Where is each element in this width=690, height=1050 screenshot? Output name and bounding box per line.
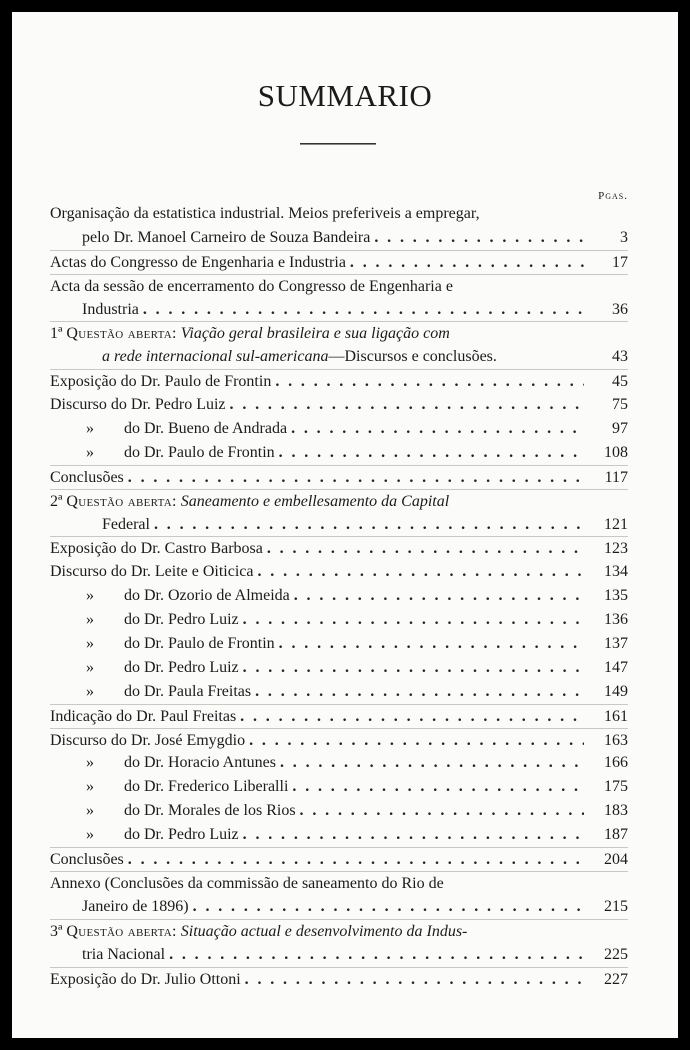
entry-text: » do Dr. Paula Freitas <box>86 680 251 704</box>
toc-entry <box>50 632 628 656</box>
page-number: 36 <box>612 300 628 318</box>
page-number: 204 <box>604 851 628 869</box>
toc-entry <box>50 369 628 393</box>
entry-text: » do Dr. Morales de los Rios <box>86 799 296 823</box>
page-number: 137 <box>604 635 628 653</box>
page-number: 43 <box>612 348 628 366</box>
toc-entry <box>50 728 628 752</box>
entry-text: » do Dr. Ozorio de Almeida <box>86 584 290 608</box>
entry-text: Industria <box>82 300 139 318</box>
question-title: tria Nacional <box>82 945 166 963</box>
question-number: 2ª <box>50 492 63 510</box>
dot-leader <box>263 537 584 561</box>
question-title: Saneamento e embellesamento da Capital <box>180 492 450 510</box>
toc-entry <box>50 298 628 322</box>
entry-text <box>102 345 497 369</box>
toc-entry <box>50 608 628 632</box>
page-number: 75 <box>612 396 628 414</box>
dot-leader <box>239 608 584 632</box>
dot-leader <box>290 584 584 608</box>
entry-text: Annexo (Conclusões da commissão de saneamento do Rio de <box>50 874 444 892</box>
page-number: 161 <box>604 707 628 725</box>
page-number: 175 <box>604 778 628 796</box>
question-subtitle: —Discursos e conclusões. <box>328 348 497 366</box>
toc-entry <box>50 847 628 871</box>
dot-leader <box>287 417 584 441</box>
page-number: 3 <box>620 228 628 246</box>
entry-text: » do Dr. Pedro Luiz <box>86 608 239 632</box>
toc-entry <box>50 799 628 823</box>
ditto-mark: » <box>86 611 94 629</box>
entry-text: Discurso do Dr. Pedro Luiz <box>50 396 226 414</box>
entry-text: » do Dr. Frederico Liberalli <box>86 775 288 799</box>
page-number: 134 <box>604 563 628 581</box>
toc-entry <box>50 226 628 250</box>
toc-entry <box>50 775 628 799</box>
toc-entry <box>50 465 628 489</box>
page-number: 227 <box>604 970 628 988</box>
page-number: 121 <box>604 515 628 533</box>
dot-leader <box>241 968 584 992</box>
entry-text: Actas do Congresso de Engenharia e Industria <box>50 253 346 271</box>
entry-text: » do Dr. Pedro Luiz <box>86 823 239 847</box>
page-number: 149 <box>604 682 628 700</box>
toc-entry <box>50 441 628 465</box>
dot-leader <box>189 895 584 919</box>
dot-leader <box>271 370 584 394</box>
entry-text: Discurso do Dr. Leite e Oiticica <box>50 563 254 581</box>
toc-entry <box>50 321 628 345</box>
dot-leader <box>251 680 584 704</box>
entry-text: » do Dr. Horacio Antunes <box>86 751 276 775</box>
toc-entry <box>50 489 628 513</box>
question-title: Federal <box>102 515 150 533</box>
dot-leader <box>124 848 584 872</box>
ditto-mark: » <box>86 420 94 438</box>
dot-leader <box>288 775 584 799</box>
dot-leader <box>236 705 584 729</box>
page-number: 147 <box>604 658 628 676</box>
ditto-mark: » <box>86 826 94 844</box>
question-label: Questão aberta: <box>66 492 177 510</box>
ditto-mark: » <box>86 754 94 772</box>
title-divider <box>300 143 376 145</box>
dot-leader <box>239 656 584 680</box>
entry-text: » do Dr. Paulo de Frontin <box>86 632 275 656</box>
entry-text: » do Dr. Paulo de Frontin <box>86 441 275 465</box>
entry-text: » do Dr. Bueno de Andrada <box>86 417 287 441</box>
toc-entry <box>50 919 628 943</box>
dot-leader <box>245 729 584 753</box>
question-label: Questão aberta: <box>66 922 177 940</box>
question-title: a rede internacional sul-americana <box>102 348 329 366</box>
entry-text: Indicação do Dr. Paul Freitas <box>50 707 237 725</box>
entry-text <box>50 322 450 346</box>
page-number: 163 <box>604 731 628 749</box>
dot-leader <box>275 632 584 656</box>
entry-text: Exposição do Dr. Paulo de Frontin <box>50 373 272 391</box>
page-number: 215 <box>604 897 628 915</box>
entry-text: Conclusões <box>50 468 124 486</box>
page-title: SUMMARIO <box>257 78 433 113</box>
entry-text <box>50 490 449 514</box>
page-number: 135 <box>604 587 628 605</box>
toc-entry <box>50 536 628 560</box>
pages-column-label: Pgas. <box>598 190 628 202</box>
page-number: 187 <box>604 826 628 844</box>
ditto-mark: » <box>86 443 94 461</box>
page-number: 97 <box>612 420 628 438</box>
ditto-mark: » <box>86 635 94 653</box>
toc-entry <box>50 345 628 369</box>
toc-entry <box>50 560 628 584</box>
toc-entry <box>50 967 628 991</box>
toc-entry <box>50 823 628 847</box>
page-number: 17 <box>612 253 628 271</box>
toc-entry <box>50 656 628 680</box>
entry-text: Exposição do Dr. Julio Ottoni <box>50 970 241 988</box>
page-number: 117 <box>604 468 628 486</box>
question-label: Questão aberta: <box>66 325 177 343</box>
toc-entry <box>50 895 628 919</box>
dot-leader <box>346 251 584 275</box>
question-title: Situação actual e desenvolvimento da Indus- <box>180 922 468 940</box>
entry-text: » do Dr. Pedro Luiz <box>86 656 239 680</box>
question-title: Viação geral brasileira e sua ligação com <box>180 325 450 343</box>
ditto-mark: » <box>86 682 94 700</box>
toc-entry <box>50 751 628 775</box>
book-page <box>12 12 678 1038</box>
dot-leader <box>239 823 584 847</box>
dot-leader <box>226 393 584 417</box>
toc-entry <box>50 871 628 895</box>
question-number: 1ª <box>50 325 63 343</box>
toc-entry <box>50 680 628 704</box>
page-number: 123 <box>604 540 628 558</box>
table-of-contents <box>50 202 628 990</box>
page-number: 183 <box>604 802 628 820</box>
page-number: 136 <box>604 611 628 629</box>
toc-entry <box>50 704 628 728</box>
ditto-mark: » <box>86 587 94 605</box>
entry-text: Discurso do Dr. José Emygdio <box>50 731 246 749</box>
ditto-mark: » <box>86 802 94 820</box>
entry-text: Janeiro de 1896) <box>82 897 189 915</box>
toc-entry <box>50 393 628 417</box>
toc-entry <box>50 943 628 967</box>
dot-leader <box>150 513 584 537</box>
toc-entry <box>50 584 628 608</box>
page-number: 45 <box>612 373 628 391</box>
toc-entry <box>50 274 628 298</box>
dot-leader <box>275 441 584 465</box>
entry-text: Acta da sessão de encerramento do Congresso de Engenharia e <box>50 277 453 295</box>
page-number: 108 <box>604 443 628 461</box>
toc-entry <box>50 513 628 537</box>
entry-text: Organisação da estatistica industrial. Meios preferiveis a empregar, <box>50 205 480 222</box>
page-number: 166 <box>604 754 628 772</box>
entry-text: Exposição do Dr. Castro Barbosa <box>50 540 263 558</box>
dot-leader <box>296 799 584 823</box>
dot-leader <box>139 298 584 322</box>
toc-entry <box>50 250 628 274</box>
ditto-mark: » <box>86 658 94 676</box>
entry-text <box>50 920 467 944</box>
dot-leader <box>254 560 585 584</box>
page-number: 225 <box>604 945 628 963</box>
entry-text: Conclusões <box>50 851 124 869</box>
toc-entry <box>50 202 628 226</box>
dot-leader <box>276 751 584 775</box>
question-number: 3ª <box>50 922 63 940</box>
ditto-mark: » <box>86 778 94 796</box>
toc-entry <box>50 417 628 441</box>
dot-leader <box>165 943 584 967</box>
entry-text: pelo Dr. Manoel Carneiro de Souza Bandeira <box>82 228 371 246</box>
dot-leader <box>124 466 584 490</box>
dot-leader <box>370 226 584 250</box>
